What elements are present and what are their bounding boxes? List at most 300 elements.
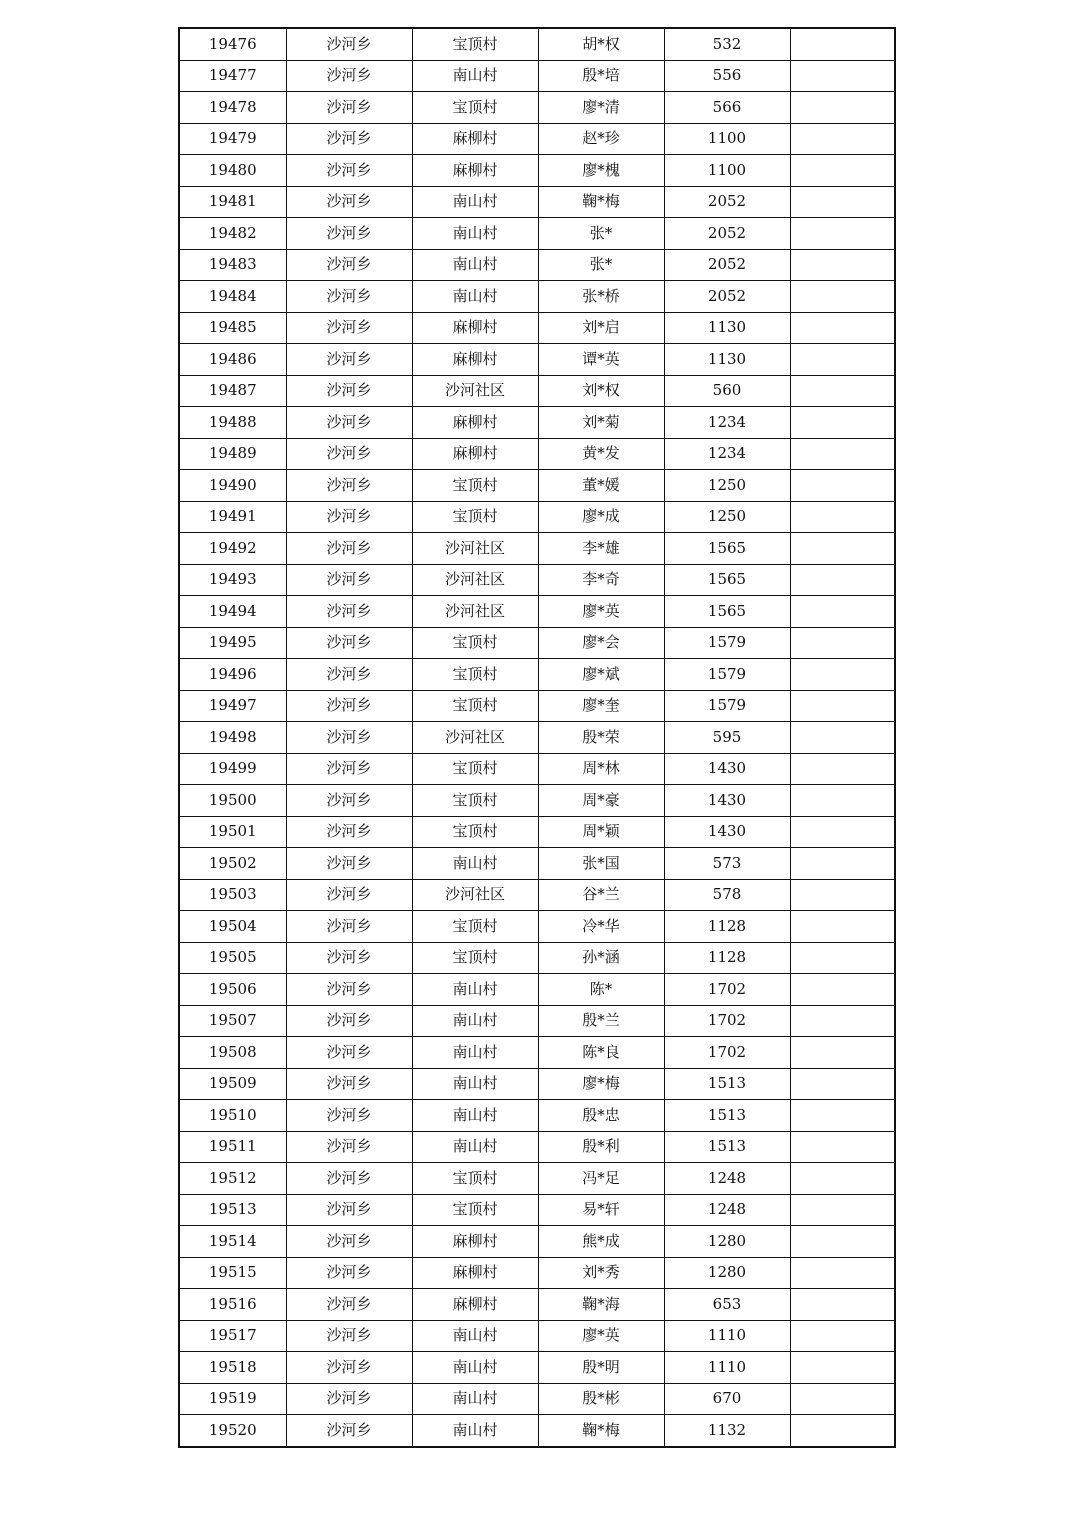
cell-village: 南山村 [412,1352,538,1384]
cell-serial-number: 19490 [179,470,286,502]
table-row [179,564,895,596]
cell-village: 宝顶村 [412,627,538,659]
table-row [179,249,895,281]
cell-amount: 1250 [664,470,790,502]
cell-amount: 1513 [664,1100,790,1132]
cell-serial-number: 19514 [179,1226,286,1258]
cell-note [790,942,895,974]
cell-township: 沙河乡 [286,344,412,376]
cell-name: 冷*华 [538,911,664,943]
cell-village: 麻柳村 [412,1226,538,1258]
table-body [179,28,895,1447]
cell-township: 沙河乡 [286,1005,412,1037]
cell-village: 宝顶村 [412,659,538,691]
cell-township: 沙河乡 [286,92,412,124]
cell-note [790,155,895,187]
cell-name: 殷*利 [538,1131,664,1163]
cell-name: 陈* [538,974,664,1006]
cell-township: 沙河乡 [286,123,412,155]
cell-township: 沙河乡 [286,438,412,470]
cell-serial-number: 19492 [179,533,286,565]
cell-note [790,312,895,344]
cell-note [790,218,895,250]
cell-village: 宝顶村 [412,816,538,848]
table-row [179,1352,895,1384]
cell-amount: 1565 [664,533,790,565]
table-row [179,1194,895,1226]
cell-name: 刘*秀 [538,1257,664,1289]
cell-name: 廖*奎 [538,690,664,722]
cell-serial-number: 19491 [179,501,286,533]
table-row [179,123,895,155]
cell-serial-number: 19513 [179,1194,286,1226]
cell-amount: 578 [664,879,790,911]
cell-serial-number: 19486 [179,344,286,376]
cell-serial-number: 19493 [179,564,286,596]
cell-amount: 532 [664,28,790,60]
cell-township: 沙河乡 [286,155,412,187]
cell-note [790,722,895,754]
cell-township: 沙河乡 [286,407,412,439]
cell-amount: 1234 [664,407,790,439]
cell-amount: 566 [664,92,790,124]
table-row [179,848,895,880]
cell-serial-number: 19516 [179,1289,286,1321]
cell-amount: 1579 [664,627,790,659]
cell-serial-number: 19485 [179,312,286,344]
cell-amount: 1130 [664,344,790,376]
cell-serial-number: 19507 [179,1005,286,1037]
cell-township: 沙河乡 [286,28,412,60]
cell-note [790,1163,895,1195]
cell-township: 沙河乡 [286,564,412,596]
table-row [179,281,895,313]
cell-village: 麻柳村 [412,1289,538,1321]
table-row [179,1163,895,1195]
cell-village: 沙河社区 [412,722,538,754]
cell-note [790,438,895,470]
cell-note [790,753,895,785]
table-row [179,344,895,376]
cell-serial-number: 19502 [179,848,286,880]
cell-serial-number: 19498 [179,722,286,754]
cell-township: 沙河乡 [286,1383,412,1415]
cell-name: 张*桥 [538,281,664,313]
table-row [179,942,895,974]
cell-village: 麻柳村 [412,407,538,439]
cell-note [790,1289,895,1321]
cell-township: 沙河乡 [286,816,412,848]
cell-serial-number: 19508 [179,1037,286,1069]
cell-village: 宝顶村 [412,28,538,60]
table-row [179,1383,895,1415]
cell-township: 沙河乡 [286,1131,412,1163]
cell-village: 南山村 [412,1068,538,1100]
table-row [179,1068,895,1100]
cell-village: 南山村 [412,848,538,880]
table-row [179,785,895,817]
cell-note [790,1320,895,1352]
cell-serial-number: 19500 [179,785,286,817]
cell-note [790,249,895,281]
cell-name: 殷*忠 [538,1100,664,1132]
cell-village: 南山村 [412,1131,538,1163]
cell-name: 董*媛 [538,470,664,502]
cell-township: 沙河乡 [286,848,412,880]
cell-note [790,1100,895,1132]
table-row [179,1131,895,1163]
cell-amount: 1130 [664,312,790,344]
cell-village: 沙河社区 [412,564,538,596]
cell-note [790,501,895,533]
cell-village: 南山村 [412,186,538,218]
table-row [179,28,895,60]
cell-township: 沙河乡 [286,1194,412,1226]
cell-amount: 1702 [664,1005,790,1037]
cell-serial-number: 19504 [179,911,286,943]
cell-name: 鞠*海 [538,1289,664,1321]
cell-name: 张* [538,249,664,281]
cell-township: 沙河乡 [286,1289,412,1321]
cell-serial-number: 19496 [179,659,286,691]
cell-serial-number: 19520 [179,1415,286,1447]
table-row [179,974,895,1006]
cell-amount: 1430 [664,785,790,817]
cell-note [790,974,895,1006]
cell-village: 南山村 [412,218,538,250]
cell-village: 麻柳村 [412,312,538,344]
table-row [179,155,895,187]
cell-township: 沙河乡 [286,1320,412,1352]
cell-amount: 1248 [664,1194,790,1226]
cell-village: 南山村 [412,281,538,313]
cell-amount: 595 [664,722,790,754]
cell-note [790,564,895,596]
cell-serial-number: 19479 [179,123,286,155]
cell-note [790,123,895,155]
cell-note [790,848,895,880]
cell-serial-number: 19519 [179,1383,286,1415]
cell-note [790,1226,895,1258]
cell-township: 沙河乡 [286,470,412,502]
cell-note [790,407,895,439]
cell-amount: 560 [664,375,790,407]
cell-name: 周*颖 [538,816,664,848]
cell-amount: 1128 [664,911,790,943]
cell-township: 沙河乡 [286,533,412,565]
cell-township: 沙河乡 [286,1226,412,1258]
cell-note [790,879,895,911]
cell-name: 张* [538,218,664,250]
cell-village: 麻柳村 [412,438,538,470]
cell-township: 沙河乡 [286,312,412,344]
cell-name: 廖*会 [538,627,664,659]
cell-name: 廖*清 [538,92,664,124]
cell-amount: 670 [664,1383,790,1415]
cell-amount: 1110 [664,1320,790,1352]
cell-note [790,281,895,313]
table-row [179,470,895,502]
table-row [179,533,895,565]
cell-serial-number: 19517 [179,1320,286,1352]
cell-name: 谷*兰 [538,879,664,911]
cell-name: 刘*启 [538,312,664,344]
cell-township: 沙河乡 [286,186,412,218]
cell-note [790,470,895,502]
cell-name: 李*雄 [538,533,664,565]
table-row [179,1257,895,1289]
table-row [179,375,895,407]
cell-amount: 1579 [664,659,790,691]
cell-note [790,92,895,124]
cell-note [790,1383,895,1415]
cell-serial-number: 19480 [179,155,286,187]
cell-note [790,28,895,60]
cell-village: 南山村 [412,249,538,281]
table-row [179,218,895,250]
cell-amount: 1513 [664,1068,790,1100]
cell-serial-number: 19511 [179,1131,286,1163]
cell-serial-number: 19509 [179,1068,286,1100]
table-row [179,627,895,659]
cell-serial-number: 19503 [179,879,286,911]
cell-amount: 1250 [664,501,790,533]
cell-amount: 1234 [664,438,790,470]
table-row [179,92,895,124]
cell-serial-number: 19515 [179,1257,286,1289]
cell-name: 张*国 [538,848,664,880]
cell-name: 殷*明 [538,1352,664,1384]
cell-village: 宝顶村 [412,942,538,974]
cell-village: 麻柳村 [412,1257,538,1289]
cell-note [790,911,895,943]
cell-amount: 2052 [664,186,790,218]
cell-serial-number: 19506 [179,974,286,1006]
table-row [179,1415,895,1447]
cell-village: 宝顶村 [412,911,538,943]
table-row [179,1005,895,1037]
cell-serial-number: 19478 [179,92,286,124]
cell-amount: 1565 [664,564,790,596]
cell-amount: 653 [664,1289,790,1321]
cell-village: 南山村 [412,1005,538,1037]
cell-village: 沙河社区 [412,879,538,911]
cell-amount: 1100 [664,155,790,187]
cell-amount: 1430 [664,753,790,785]
table-row [179,186,895,218]
table-row [179,1226,895,1258]
cell-township: 沙河乡 [286,1352,412,1384]
table-row [179,1100,895,1132]
cell-note [790,1037,895,1069]
cell-serial-number: 19512 [179,1163,286,1195]
cell-village: 南山村 [412,1320,538,1352]
cell-amount: 2052 [664,249,790,281]
cell-serial-number: 19481 [179,186,286,218]
cell-township: 沙河乡 [286,690,412,722]
cell-township: 沙河乡 [286,218,412,250]
cell-village: 麻柳村 [412,123,538,155]
cell-amount: 1579 [664,690,790,722]
cell-township: 沙河乡 [286,1163,412,1195]
cell-note [790,659,895,691]
cell-township: 沙河乡 [286,627,412,659]
cell-amount: 1430 [664,816,790,848]
cell-name: 廖*成 [538,501,664,533]
cell-serial-number: 19489 [179,438,286,470]
cell-township: 沙河乡 [286,1415,412,1447]
cell-township: 沙河乡 [286,375,412,407]
cell-village: 宝顶村 [412,753,538,785]
table-row [179,911,895,943]
cell-serial-number: 19488 [179,407,286,439]
cell-name: 黄*发 [538,438,664,470]
cell-village: 南山村 [412,1037,538,1069]
cell-village: 南山村 [412,1415,538,1447]
table-row [179,722,895,754]
cell-name: 赵*珍 [538,123,664,155]
cell-village: 沙河社区 [412,533,538,565]
cell-note [790,375,895,407]
cell-township: 沙河乡 [286,753,412,785]
cell-village: 宝顶村 [412,1163,538,1195]
cell-note [790,533,895,565]
cell-township: 沙河乡 [286,249,412,281]
cell-serial-number: 19482 [179,218,286,250]
cell-name: 廖*槐 [538,155,664,187]
cell-name: 廖*梅 [538,1068,664,1100]
cell-name: 周*林 [538,753,664,785]
cell-village: 南山村 [412,974,538,1006]
cell-amount: 556 [664,60,790,92]
cell-name: 鞠*梅 [538,186,664,218]
cell-note [790,344,895,376]
cell-village: 宝顶村 [412,1194,538,1226]
cell-serial-number: 19495 [179,627,286,659]
table-row [179,753,895,785]
cell-township: 沙河乡 [286,1068,412,1100]
cell-name: 廖*英 [538,596,664,628]
cell-amount: 1132 [664,1415,790,1447]
cell-note [790,186,895,218]
cell-amount: 1702 [664,974,790,1006]
cell-name: 胡*权 [538,28,664,60]
cell-note [790,596,895,628]
cell-serial-number: 19497 [179,690,286,722]
cell-village: 南山村 [412,1383,538,1415]
cell-amount: 573 [664,848,790,880]
cell-note [790,1352,895,1384]
cell-serial-number: 19477 [179,60,286,92]
cell-serial-number: 19487 [179,375,286,407]
table-row [179,407,895,439]
cell-amount: 1280 [664,1257,790,1289]
cell-serial-number: 19510 [179,1100,286,1132]
cell-township: 沙河乡 [286,974,412,1006]
cell-serial-number: 19483 [179,249,286,281]
cell-township: 沙河乡 [286,60,412,92]
cell-note [790,785,895,817]
cell-serial-number: 19484 [179,281,286,313]
cell-note [790,690,895,722]
cell-name: 熊*成 [538,1226,664,1258]
cell-name: 刘*菊 [538,407,664,439]
cell-township: 沙河乡 [286,281,412,313]
cell-name: 李*奇 [538,564,664,596]
cell-name: 殷*彬 [538,1383,664,1415]
cell-amount: 2052 [664,218,790,250]
cell-name: 殷*荣 [538,722,664,754]
cell-note [790,1005,895,1037]
cell-village: 宝顶村 [412,92,538,124]
cell-township: 沙河乡 [286,596,412,628]
cell-name: 鞠*梅 [538,1415,664,1447]
cell-township: 沙河乡 [286,1257,412,1289]
cell-name: 陈*良 [538,1037,664,1069]
cell-amount: 1110 [664,1352,790,1384]
table-row [179,60,895,92]
cell-township: 沙河乡 [286,785,412,817]
table-row [179,438,895,470]
cell-name: 廖*英 [538,1320,664,1352]
cell-township: 沙河乡 [286,942,412,974]
cell-serial-number: 19505 [179,942,286,974]
table-row [179,816,895,848]
cell-amount: 1128 [664,942,790,974]
cell-name: 谭*英 [538,344,664,376]
cell-note [790,60,895,92]
cell-village: 宝顶村 [412,785,538,817]
cell-amount: 1280 [664,1226,790,1258]
cell-name: 刘*权 [538,375,664,407]
cell-note [790,627,895,659]
cell-village: 沙河社区 [412,596,538,628]
cell-name: 周*豪 [538,785,664,817]
cell-note [790,1068,895,1100]
table-row [179,879,895,911]
cell-township: 沙河乡 [286,722,412,754]
cell-township: 沙河乡 [286,1100,412,1132]
cell-amount: 1565 [664,596,790,628]
table-row [179,1037,895,1069]
cell-township: 沙河乡 [286,659,412,691]
cell-note [790,1257,895,1289]
data-table [178,27,896,1448]
cell-serial-number: 19494 [179,596,286,628]
cell-amount: 2052 [664,281,790,313]
cell-note [790,1131,895,1163]
cell-village: 南山村 [412,60,538,92]
cell-name: 殷*兰 [538,1005,664,1037]
cell-name: 殷*培 [538,60,664,92]
cell-village: 沙河社区 [412,375,538,407]
cell-name: 廖*斌 [538,659,664,691]
cell-note [790,1194,895,1226]
table-row [179,690,895,722]
table-row [179,501,895,533]
cell-village: 麻柳村 [412,344,538,376]
cell-township: 沙河乡 [286,879,412,911]
cell-amount: 1100 [664,123,790,155]
cell-serial-number: 19499 [179,753,286,785]
cell-name: 易*轩 [538,1194,664,1226]
cell-note [790,816,895,848]
table-row [179,659,895,691]
cell-village: 宝顶村 [412,690,538,722]
cell-township: 沙河乡 [286,911,412,943]
cell-serial-number: 19501 [179,816,286,848]
table-row [179,596,895,628]
